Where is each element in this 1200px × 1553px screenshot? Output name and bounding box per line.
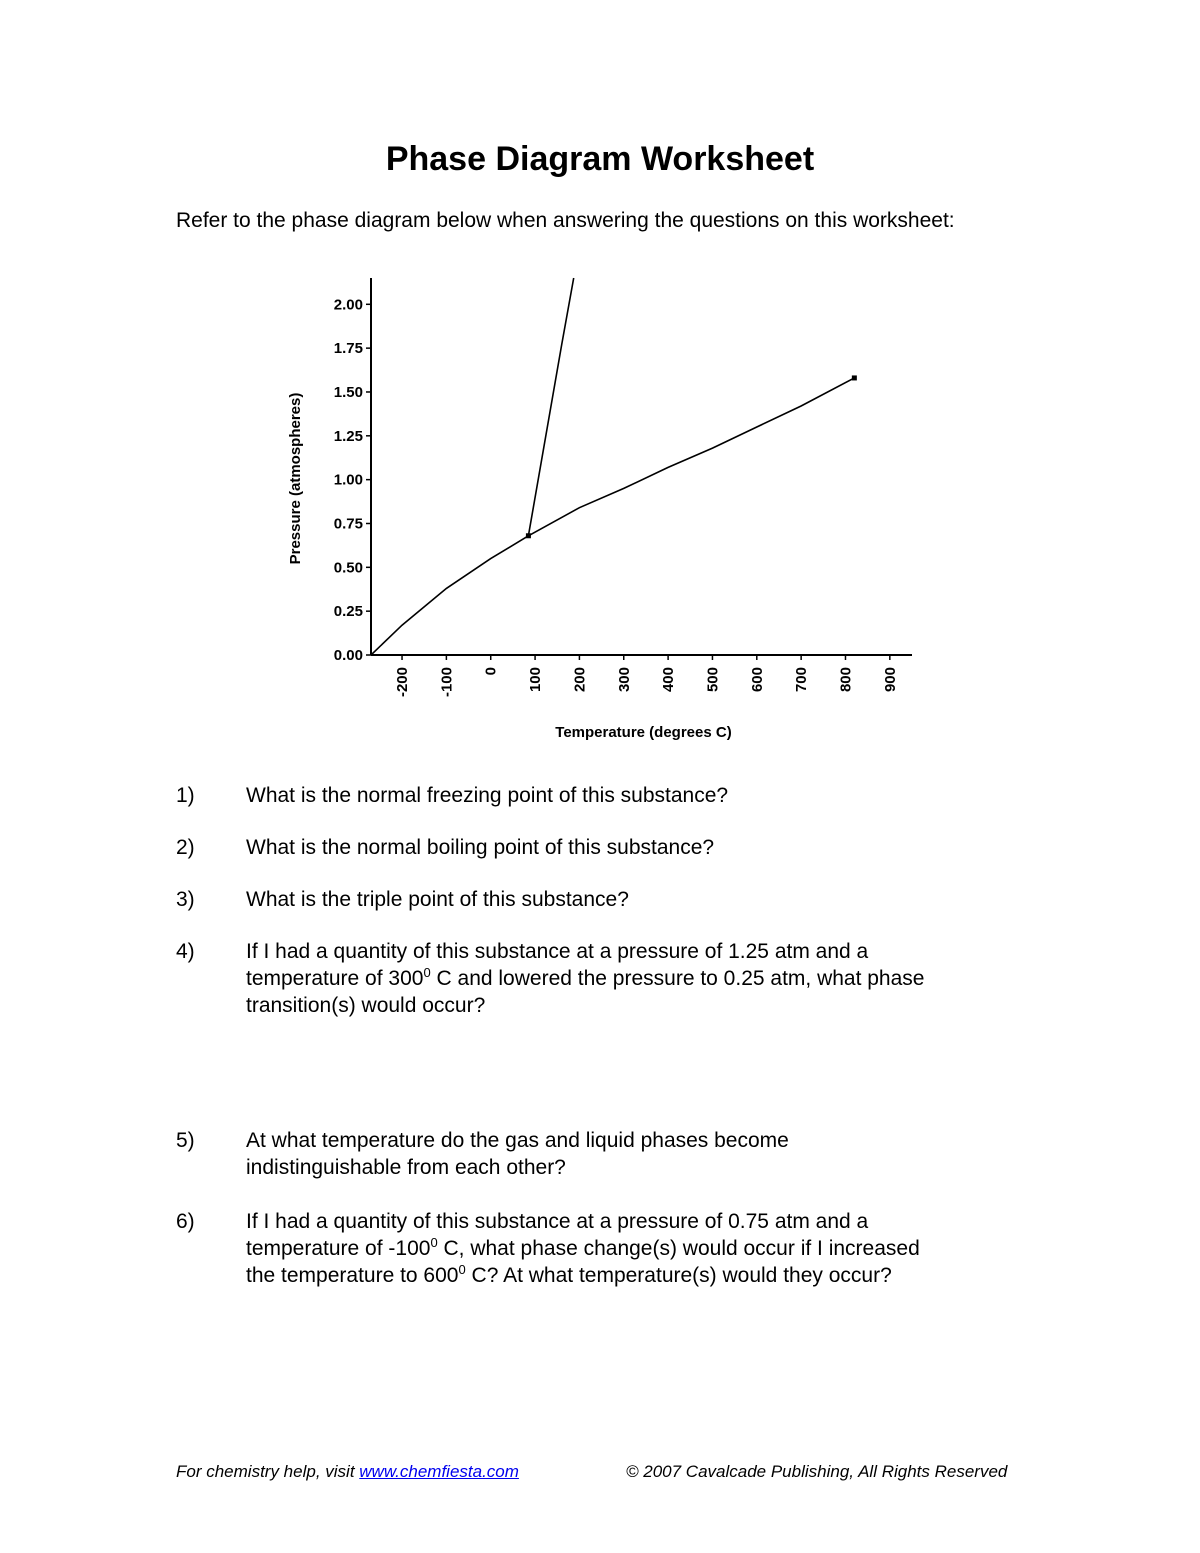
x-tick-label: -100 — [438, 667, 456, 698]
phase-diagram-chart — [270, 270, 930, 750]
y-tick-label: 1.50 — [333, 383, 363, 401]
question-number: 5) — [176, 1129, 195, 1152]
phase-boundary-line-1 — [371, 536, 528, 655]
question-text: What is the normal boiling point of this substance? — [246, 836, 715, 859]
footer-help: For chemistry help, visit www.chemfiesta.com — [176, 1462, 519, 1481]
question-number: 6) — [176, 1210, 195, 1233]
phase-boundary-line-2 — [528, 378, 854, 536]
y-tick-label: 1.00 — [333, 471, 363, 489]
x-tick-label: 600 — [748, 667, 766, 693]
x-tick-label: 500 — [704, 667, 722, 693]
question-line: At what temperature do the gas and liquid phases become — [246, 1129, 789, 1152]
question-number: 4) — [176, 940, 195, 963]
question-line: temperature of $-100^0$ C, what phase change(s) would occur if I increased — [246, 1235, 920, 1260]
x-tick-label: 100 — [527, 667, 545, 693]
intro-text: Refer to the phase diagram below when answering the questions on this worksheet: — [176, 209, 955, 232]
phase-boundary-line-3 — [528, 278, 573, 536]
question-number: 1) — [176, 784, 195, 807]
page-title: Phase Diagram Worksheet — [385, 140, 815, 178]
x-tick-label: 200 — [571, 667, 589, 693]
question-text — [246, 938, 1036, 1019]
x-tick-label: 400 — [660, 667, 678, 693]
question-number: 3) — [176, 888, 195, 911]
point-marker — [852, 375, 857, 380]
x-tick-label: 700 — [793, 667, 811, 693]
question-line: If I had a quantity of this substance at a pressure of 0.75 atm and a — [246, 1210, 869, 1233]
x-tick-label: -200 — [394, 667, 412, 698]
y-tick-label: 1.25 — [333, 427, 363, 445]
question-text — [246, 1127, 1036, 1181]
x-tick-label: 300 — [615, 667, 633, 693]
question-line: transition(s) would occur? — [246, 994, 486, 1017]
footer-copyright: © 2007 Cavalcade Publishing, All Rights Reserved — [626, 1462, 1008, 1481]
question-text: What is the normal freezing point of this substance? — [246, 784, 729, 807]
question-line: the temperature to $600^0$ C? At what temperature(s) would they occur? — [246, 1262, 892, 1287]
question-number: 2) — [176, 836, 195, 859]
y-tick-label: 0.00 — [333, 647, 363, 664]
y-tick-label: 0.75 — [333, 515, 363, 533]
question-text: What is the triple point of this substance? — [246, 888, 629, 911]
question-line: temperature of $300^0$ C and lowered the pressure to 0.25 atm, what phase — [246, 965, 925, 990]
x-axis-label: Temperature (degrees C) — [555, 724, 732, 741]
question-line: indistinguishable from each other? — [246, 1156, 566, 1179]
y-tick-label: 0.50 — [333, 559, 363, 577]
x-tick-label: 0 — [482, 667, 500, 676]
y-tick-label: 1.75 — [333, 340, 363, 358]
point-marker — [526, 533, 531, 538]
x-tick-label: 800 — [837, 667, 855, 693]
y-axis-label: Pressure (atmospheres) — [287, 392, 304, 565]
x-tick-label: 900 — [881, 667, 899, 693]
y-tick-label: 0.25 — [333, 603, 363, 621]
y-tick-label: 2.00 — [333, 296, 363, 314]
question-line: If I had a quantity of this substance at a pressure of 1.25 atm and a — [246, 940, 869, 963]
question-text — [246, 1208, 1036, 1289]
chemfiesta-link[interactable]: www.chemfiesta.com — [359, 1462, 519, 1481]
